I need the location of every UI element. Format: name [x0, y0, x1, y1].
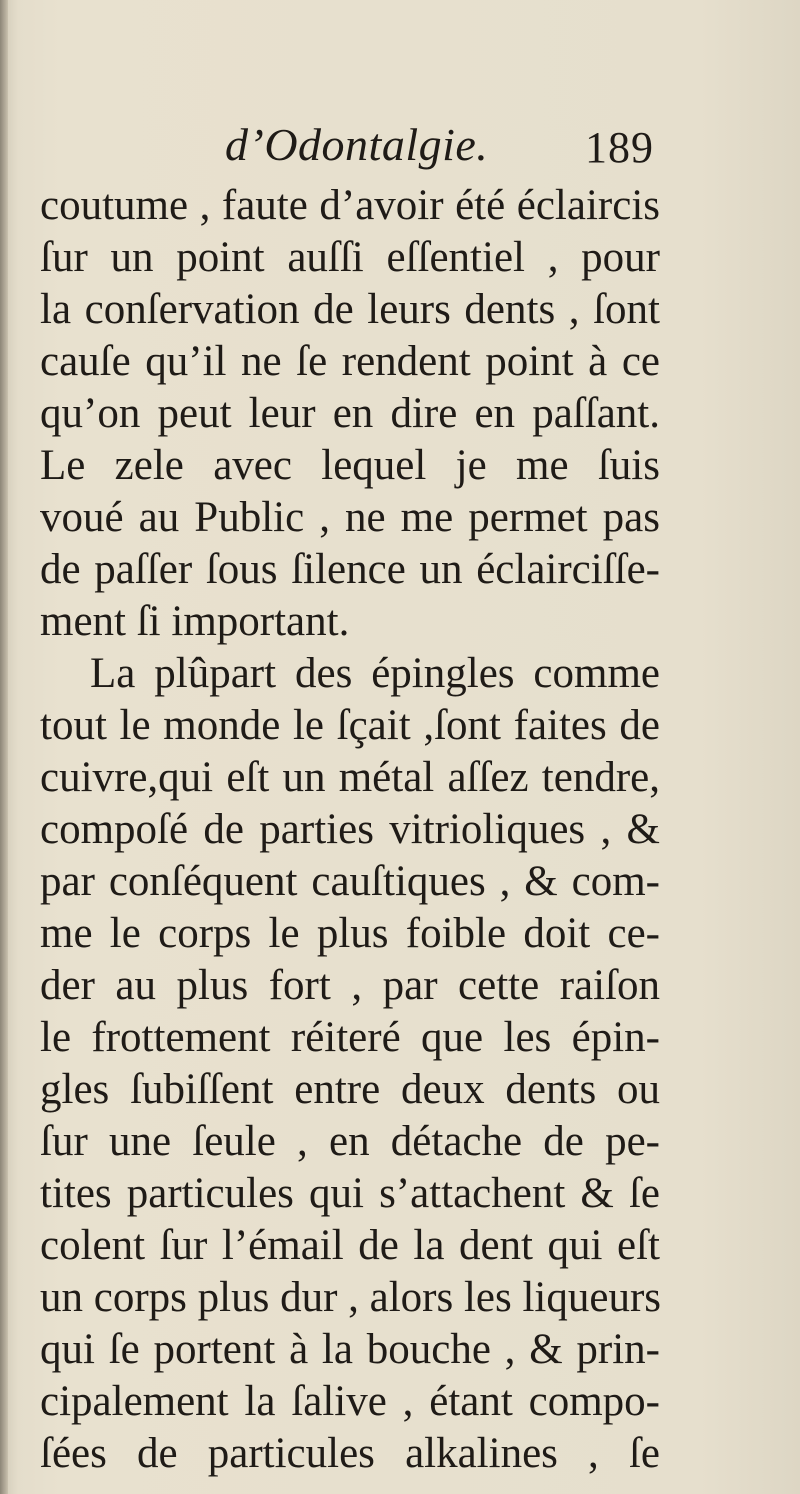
page-edge	[0, 0, 8, 1494]
text-line: ſur une ſeule , en détache de pe-	[40, 1118, 660, 1165]
text-line: la conſervation de leurs dents , ſont	[40, 286, 660, 333]
text-line: colent ſur l’émail de la dent qui eſt	[40, 1222, 660, 1269]
text-line: de paſſer ſous ſilence un éclairciſſe-	[40, 546, 660, 593]
page-header	[0, 118, 800, 178]
paragraph-start-line: La plûpart des épingles comme	[90, 650, 660, 697]
text-line: cipalement la ſalive , étant compo-	[40, 1378, 660, 1425]
text-line: ment ſi important.	[40, 598, 350, 645]
text-line: compoſé de parties vitrioliques , &	[40, 806, 660, 853]
text-line: tites particules qui s’attachent & ſe	[40, 1170, 660, 1217]
text-line: voué au Public , ne me permet pas	[40, 494, 660, 541]
text-line: Le zele avec lequel je me ſuis	[40, 442, 660, 489]
text-line: le frottement réiteré que les épin-	[40, 1014, 660, 1061]
text-line: me le corps le plus foible doit ce-	[40, 910, 660, 957]
text-line: ſur un point auſſi eſſentiel , pour	[40, 234, 660, 281]
text-line: der au plus fort , par cette raiſon	[40, 962, 660, 1009]
running-title: d’Odontalgie.	[225, 119, 489, 170]
text-line: gles ſubiſſent entre deux dents ou	[40, 1066, 660, 1113]
text-line: cauſe qu’il ne ſe rendent point à ce	[40, 338, 660, 385]
body-text	[40, 180, 780, 1480]
page-number: 189	[585, 123, 654, 172]
text-line: qui ſe portent à la bouche , & prin-	[40, 1326, 660, 1373]
text-line: coutume , faute d’avoir été éclaircis	[40, 182, 660, 229]
text-line: qu’on peut leur en dire en paſſant.	[40, 390, 660, 437]
text-line: un corps plus dur , alors les liqueurs	[40, 1274, 662, 1321]
text-line: tout le monde le ſçait ,ſont faites de	[40, 702, 660, 749]
text-line: cuivre,qui eſt un métal aſſez tendre,	[40, 754, 660, 801]
text-line: ſées de particules alkalines , ſe	[40, 1430, 660, 1477]
text-line: par conſéquent cauſtiques , & com-	[40, 858, 660, 905]
